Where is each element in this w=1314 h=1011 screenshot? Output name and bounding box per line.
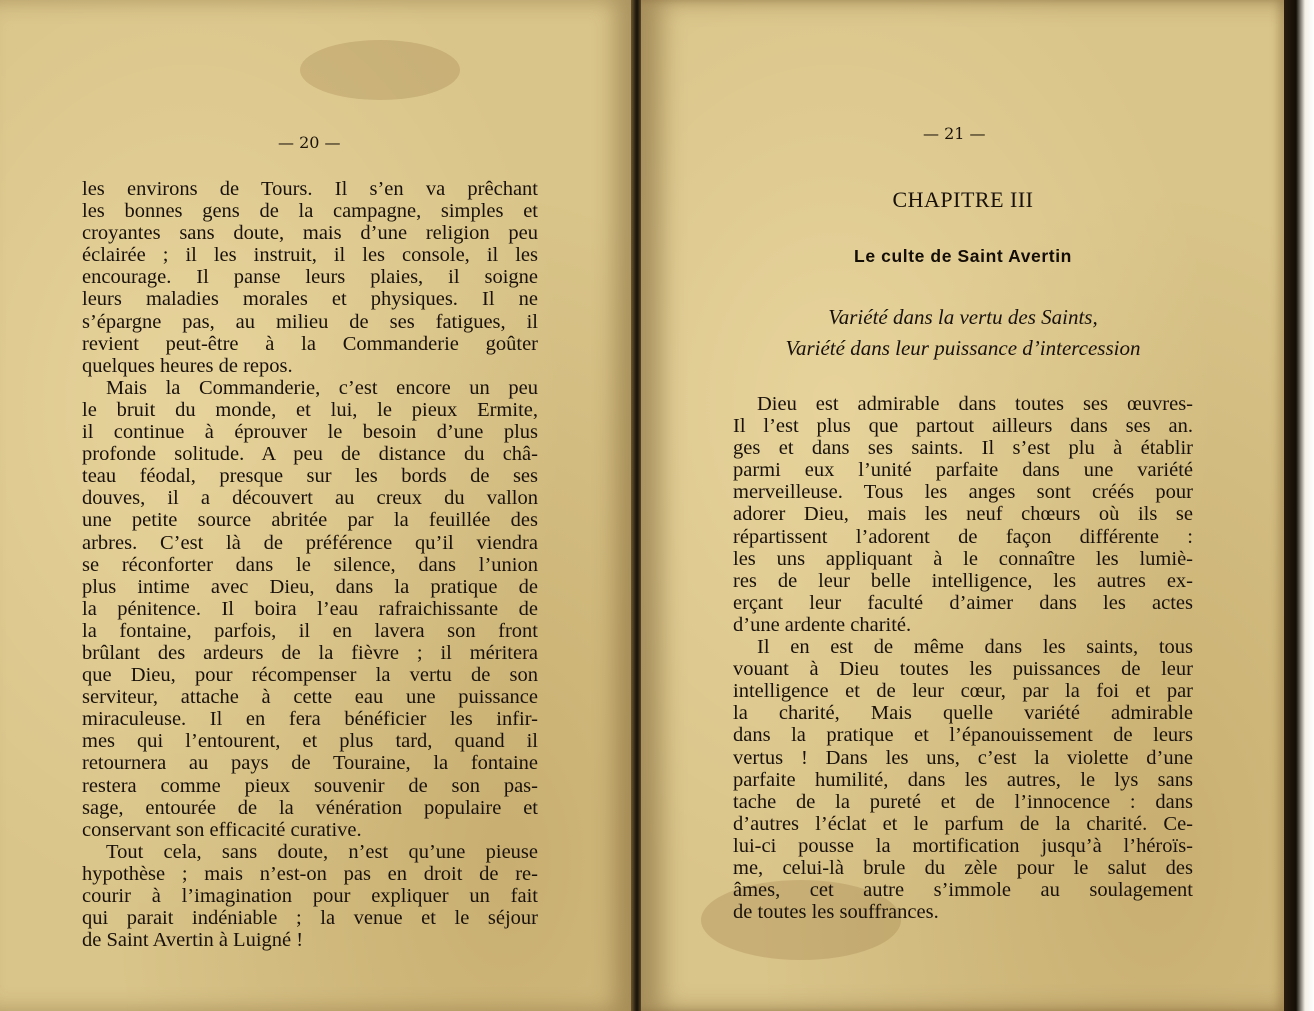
- text-line: se réconforter dans le silence, dans l’union: [82, 553, 538, 576]
- text-line: leurs maladies morales et physiques. Il ne: [82, 288, 538, 311]
- text-line: Il l’est plus que partout ailleurs dans ses an.: [733, 415, 1193, 438]
- page-edge: [1284, 0, 1314, 1011]
- text-line: éclairée ; il les instruit, il les console, il les: [82, 244, 538, 267]
- text-line: les environs de Tours. Il s’en va prêchant: [82, 178, 538, 200]
- text-line: arbres. C’est là de préférence qu’il viendra: [82, 531, 538, 554]
- text-line: d’une ardente charité.: [733, 613, 912, 636]
- text-line: quelques heures de repos.: [82, 354, 293, 377]
- text-line: ges et dans ses saints. Il s’est plu à établir: [733, 437, 1193, 460]
- text-line: encourage. Il panse leurs plaies, il soigne: [82, 266, 538, 289]
- chapter-heading: Le culte de Saint Avertin: [854, 246, 1072, 266]
- text-line: lui-ci pousse la mortification jusqu’à l’héroïs-: [733, 834, 1193, 857]
- text-line: mes qui l’entourent, et plus tard, quand il: [82, 730, 538, 753]
- text-line: merveilleuse. Tous les anges sont créés pour: [733, 481, 1193, 504]
- text-line: plus intime avec Dieu, dans la pratique de: [82, 575, 538, 598]
- chapter-subtitle-1: Variété dans la vertu des Saints,: [828, 305, 1098, 329]
- text-line: tache de la pureté et de l’innocence : dans: [733, 790, 1193, 813]
- text-line: brûlant des ardeurs de la fièvre ; il méritera: [82, 641, 538, 664]
- text-line: la fontaine, parfois, il en lavera son front: [82, 619, 538, 642]
- text-line: s’épargne pas, au milieu de ses fatigues, il: [82, 310, 538, 333]
- text-line: miraculeuse. Il en fera bénéficier les infir-: [82, 708, 538, 731]
- text-line: courir à l’imagination pour expliquer un fait: [82, 885, 538, 907]
- text-line: de Saint Avertin à Luigné !: [82, 929, 304, 952]
- text-line: restera comme pieux souvenir de son pas-: [82, 774, 538, 797]
- text-line: âmes, cet autre s’immole au soulagement: [733, 879, 1193, 902]
- text-line: dans la pratique et l’épanouissement de leurs: [733, 724, 1193, 747]
- text-line: retournera au pays de Touraine, la fontaine: [82, 752, 538, 775]
- text-line: Dieu est admirable dans toutes ses œuvres-: [757, 393, 1193, 415]
- paper-stain: [300, 40, 460, 100]
- text-line: la charité, Mais quelle variété admirable: [733, 702, 1193, 725]
- right-body-text: [733, 393, 1193, 923]
- chapter-title: CHAPITRE III: [892, 187, 1034, 212]
- text-line: d’autres l’éclat et le parfum de la charité. Ce-: [733, 812, 1193, 835]
- text-line: parfaite humilité, dans les autres, le lys sans: [733, 768, 1193, 791]
- text-line: Mais la Commanderie, c’est encore un peu: [106, 376, 538, 399]
- text-line: revient peut-être à la Commanderie goûter: [82, 332, 538, 355]
- text-line: erçant leur faculté d’aimer dans les actes: [733, 591, 1193, 614]
- text-line: Il en est de même dans les saints, tous: [757, 636, 1193, 659]
- text-line: qui parait indéniable ; la venue et le séjour: [82, 907, 538, 930]
- chapter-subtitle-2: Variété dans leur puissance d’intercession: [785, 336, 1141, 360]
- text-line: res de leur belle intelligence, les autres ex-: [733, 569, 1193, 592]
- text-line: la pénitence. Il boira l’eau rafraichissante de: [82, 597, 538, 620]
- text-line: hypothèse ; mais n’est-on pas en droit de re-: [82, 862, 538, 885]
- text-line: répartissent l’adorent de façon différente :: [733, 525, 1193, 548]
- text-line: vertus ! Dans les uns, c’est la violette d’une: [733, 746, 1193, 769]
- text-line: serviteur, attache à cette eau une puissance: [82, 686, 538, 709]
- text-line: sage, entourée de la vénération populaire et: [82, 796, 538, 819]
- text-line: croyantes sans doute, mais d’une religion peu: [82, 222, 538, 245]
- page-number-right: — 21 —: [923, 124, 986, 143]
- text-line: le bruit du monde, et lui, le pieux Ermite,: [82, 398, 538, 421]
- left-body-text: [82, 178, 538, 951]
- text-line: que Dieu, pour récompenser la vertu de son: [82, 664, 538, 687]
- text-line: conservant son efficacité curative.: [82, 818, 362, 841]
- text-line: parmi eux l’unité parfaite dans une variété: [733, 459, 1193, 482]
- text-line: une petite source abritée par la feuillée des: [82, 509, 538, 532]
- text-line: les uns appliquant à le connaître les lumiè-: [733, 547, 1193, 570]
- text-line: profonde solitude. A peu de distance du châ-: [82, 443, 538, 466]
- text-line: me, celui-là brule du zèle pour le salut des: [733, 856, 1193, 879]
- text-line: il continue à éprouver le besoin d’une plus: [82, 421, 538, 444]
- text-line: douves, il a découvert au creux du vallon: [82, 487, 538, 510]
- text-line: les bonnes gens de la campagne, simples et: [82, 200, 538, 223]
- text-line: de toutes les souffrances.: [733, 901, 939, 924]
- text-line: intelligence et de leur cœur, par la foi et par: [733, 680, 1193, 703]
- text-line: teau féodal, presque sur les bords de ses: [82, 465, 538, 488]
- text-line: Tout cela, sans doute, n’est qu’une pieuse: [106, 840, 538, 863]
- page-number-left: — 20 —: [278, 133, 341, 152]
- text-line: vouant à Dieu toutes les puissances de leur: [733, 658, 1193, 681]
- text-line: adorer Dieu, mais les neuf chœurs où ils se: [733, 503, 1193, 526]
